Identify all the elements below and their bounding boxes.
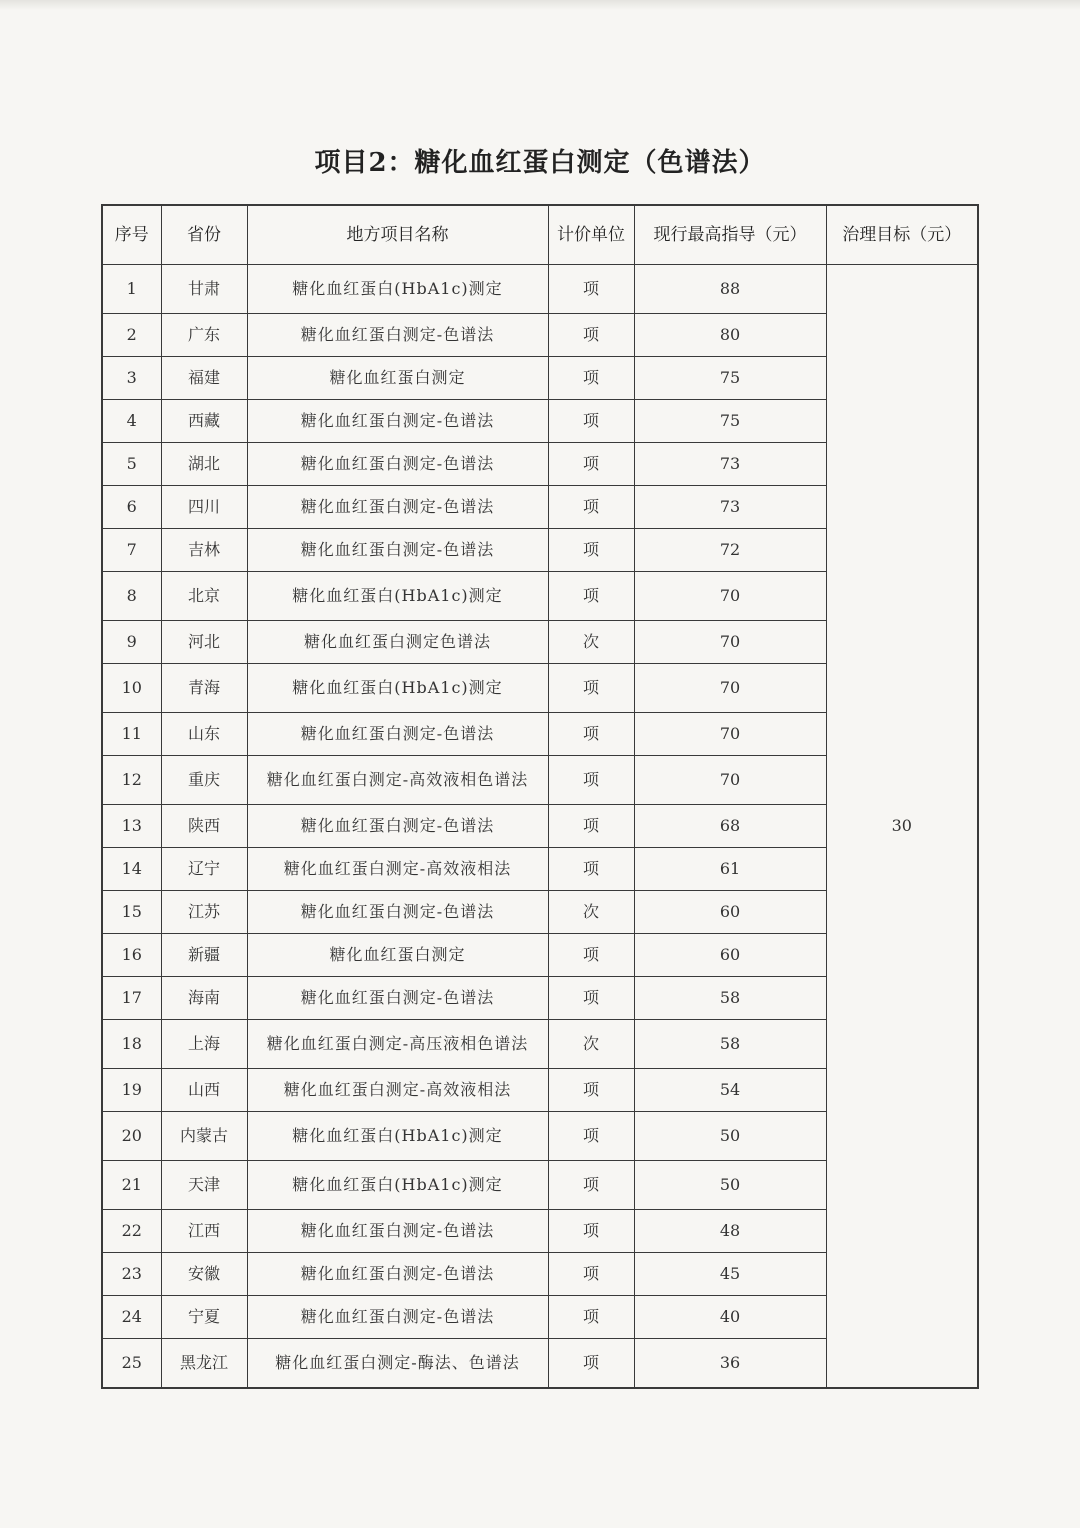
cell-index: 6	[102, 486, 161, 529]
cell-current-price: 50	[634, 1161, 826, 1210]
cell-index: 1	[102, 265, 161, 314]
cell-province: 新疆	[161, 934, 247, 977]
cell-item-name: 糖化血红蛋白测定-色谱法	[247, 1296, 548, 1339]
cell-unit: 项	[548, 664, 634, 713]
cell-unit: 项	[548, 443, 634, 486]
cell-item-name: 糖化血红蛋白测定-色谱法	[247, 486, 548, 529]
cell-current-price: 80	[634, 314, 826, 357]
cell-current-price: 73	[634, 486, 826, 529]
cell-unit: 项	[548, 1339, 634, 1389]
cell-current-price: 88	[634, 265, 826, 314]
cell-item-name: 糖化血红蛋白测定-色谱法	[247, 314, 548, 357]
cell-province: 福建	[161, 357, 247, 400]
cell-item-name: 糖化血红蛋白(HbA1c)测定	[247, 1112, 548, 1161]
cell-unit: 次	[548, 1020, 634, 1069]
cell-unit: 项	[548, 805, 634, 848]
cell-index: 14	[102, 848, 161, 891]
cell-item-name: 糖化血红蛋白测定-高效液相法	[247, 848, 548, 891]
cell-unit: 项	[548, 1253, 634, 1296]
cell-index: 20	[102, 1112, 161, 1161]
cell-target: 30	[826, 265, 978, 1389]
cell-province: 西藏	[161, 400, 247, 443]
cell-current-price: 54	[634, 1069, 826, 1112]
cell-province: 湖北	[161, 443, 247, 486]
cell-province: 海南	[161, 977, 247, 1020]
cell-province: 黑龙江	[161, 1339, 247, 1389]
cell-item-name: 糖化血红蛋白测定-色谱法	[247, 529, 548, 572]
cell-current-price: 70	[634, 621, 826, 664]
cell-current-price: 75	[634, 357, 826, 400]
cell-current-price: 70	[634, 713, 826, 756]
cell-item-name: 糖化血红蛋白(HbA1c)测定	[247, 265, 548, 314]
cell-unit: 项	[548, 265, 634, 314]
cell-current-price: 45	[634, 1253, 826, 1296]
cell-unit: 次	[548, 891, 634, 934]
cell-index: 15	[102, 891, 161, 934]
cell-unit: 项	[548, 314, 634, 357]
cell-province: 宁夏	[161, 1296, 247, 1339]
cell-current-price: 58	[634, 1020, 826, 1069]
cell-province: 天津	[161, 1161, 247, 1210]
cell-item-name: 糖化血红蛋白测定	[247, 357, 548, 400]
cell-item-name: 糖化血红蛋白测定-高压液相色谱法	[247, 1020, 548, 1069]
cell-province: 北京	[161, 572, 247, 621]
cell-unit: 项	[548, 848, 634, 891]
table-body	[102, 265, 978, 1389]
cell-province: 四川	[161, 486, 247, 529]
cell-item-name: 糖化血红蛋白测定-色谱法	[247, 713, 548, 756]
cell-province: 山东	[161, 713, 247, 756]
cell-current-price: 50	[634, 1112, 826, 1161]
cell-index: 7	[102, 529, 161, 572]
cell-unit: 项	[548, 977, 634, 1020]
cell-item-name: 糖化血红蛋白测定-色谱法	[247, 891, 548, 934]
cell-current-price: 72	[634, 529, 826, 572]
cell-unit: 项	[548, 1161, 634, 1210]
cell-index: 19	[102, 1069, 161, 1112]
cell-province: 陕西	[161, 805, 247, 848]
cell-index: 22	[102, 1210, 161, 1253]
cell-current-price: 70	[634, 756, 826, 805]
cell-province: 青海	[161, 664, 247, 713]
cell-unit: 项	[548, 357, 634, 400]
cell-unit: 次	[548, 621, 634, 664]
cell-current-price: 60	[634, 891, 826, 934]
header-province: 省份	[161, 205, 247, 265]
cell-unit: 项	[548, 756, 634, 805]
price-table	[101, 204, 979, 1389]
cell-province: 江苏	[161, 891, 247, 934]
cell-unit: 项	[548, 572, 634, 621]
header-current-price: 现行最高指导（元）	[634, 205, 826, 265]
cell-current-price: 60	[634, 934, 826, 977]
cell-item-name: 糖化血红蛋白测定-色谱法	[247, 805, 548, 848]
table-row	[102, 265, 978, 314]
cell-current-price: 70	[634, 664, 826, 713]
cell-item-name: 糖化血红蛋白测定-色谱法	[247, 977, 548, 1020]
cell-item-name: 糖化血红蛋白(HbA1c)测定	[247, 572, 548, 621]
cell-current-price: 70	[634, 572, 826, 621]
header-target: 治理目标（元）	[826, 205, 978, 265]
cell-unit: 项	[548, 1112, 634, 1161]
cell-item-name: 糖化血红蛋白测定-高效液相法	[247, 1069, 548, 1112]
cell-province: 山西	[161, 1069, 247, 1112]
cell-item-name: 糖化血红蛋白(HbA1c)测定	[247, 664, 548, 713]
cell-index: 5	[102, 443, 161, 486]
cell-unit: 项	[548, 529, 634, 572]
cell-item-name: 糖化血红蛋白测定	[247, 934, 548, 977]
cell-item-name: 糖化血红蛋白测定-酶法、色谱法	[247, 1339, 548, 1389]
cell-index: 9	[102, 621, 161, 664]
cell-index: 3	[102, 357, 161, 400]
cell-index: 17	[102, 977, 161, 1020]
cell-province: 江西	[161, 1210, 247, 1253]
cell-province: 河北	[161, 621, 247, 664]
cell-item-name: 糖化血红蛋白(HbA1c)测定	[247, 1161, 548, 1210]
cell-unit: 项	[548, 486, 634, 529]
cell-index: 21	[102, 1161, 161, 1210]
table-header-row	[102, 205, 978, 265]
cell-index: 2	[102, 314, 161, 357]
header-unit: 计价单位	[548, 205, 634, 265]
cell-index: 13	[102, 805, 161, 848]
cell-index: 4	[102, 400, 161, 443]
cell-index: 11	[102, 713, 161, 756]
cell-province: 吉林	[161, 529, 247, 572]
cell-current-price: 40	[634, 1296, 826, 1339]
cell-index: 10	[102, 664, 161, 713]
cell-item-name: 糖化血红蛋白测定色谱法	[247, 621, 548, 664]
cell-province: 辽宁	[161, 848, 247, 891]
cell-province: 上海	[161, 1020, 247, 1069]
cell-current-price: 75	[634, 400, 826, 443]
cell-item-name: 糖化血红蛋白测定-高效液相色谱法	[247, 756, 548, 805]
cell-current-price: 48	[634, 1210, 826, 1253]
page-title: 项目2：糖化血红蛋白测定（色谱法）	[314, 148, 766, 178]
cell-current-price: 61	[634, 848, 826, 891]
cell-item-name: 糖化血红蛋白测定-色谱法	[247, 443, 548, 486]
cell-province: 重庆	[161, 756, 247, 805]
cell-province: 甘肃	[161, 265, 247, 314]
cell-unit: 项	[548, 934, 634, 977]
cell-province: 广东	[161, 314, 247, 357]
cell-index: 18	[102, 1020, 161, 1069]
cell-unit: 项	[548, 1296, 634, 1339]
cell-item-name: 糖化血红蛋白测定-色谱法	[247, 400, 548, 443]
cell-current-price: 73	[634, 443, 826, 486]
cell-index: 12	[102, 756, 161, 805]
header-item-name: 地方项目名称	[247, 205, 548, 265]
cell-index: 16	[102, 934, 161, 977]
cell-current-price: 68	[634, 805, 826, 848]
cell-unit: 项	[548, 1210, 634, 1253]
cell-unit: 项	[548, 713, 634, 756]
cell-index: 23	[102, 1253, 161, 1296]
cell-province: 内蒙古	[161, 1112, 247, 1161]
header-index: 序号	[102, 205, 161, 265]
cell-index: 24	[102, 1296, 161, 1339]
scan-edge	[0, 0, 1080, 10]
cell-current-price: 58	[634, 977, 826, 1020]
cell-current-price: 36	[634, 1339, 826, 1389]
cell-province: 安徽	[161, 1253, 247, 1296]
cell-index: 25	[102, 1339, 161, 1389]
cell-unit: 项	[548, 400, 634, 443]
cell-index: 8	[102, 572, 161, 621]
cell-unit: 项	[548, 1069, 634, 1112]
cell-item-name: 糖化血红蛋白测定-色谱法	[247, 1253, 548, 1296]
cell-item-name: 糖化血红蛋白测定-色谱法	[247, 1210, 548, 1253]
